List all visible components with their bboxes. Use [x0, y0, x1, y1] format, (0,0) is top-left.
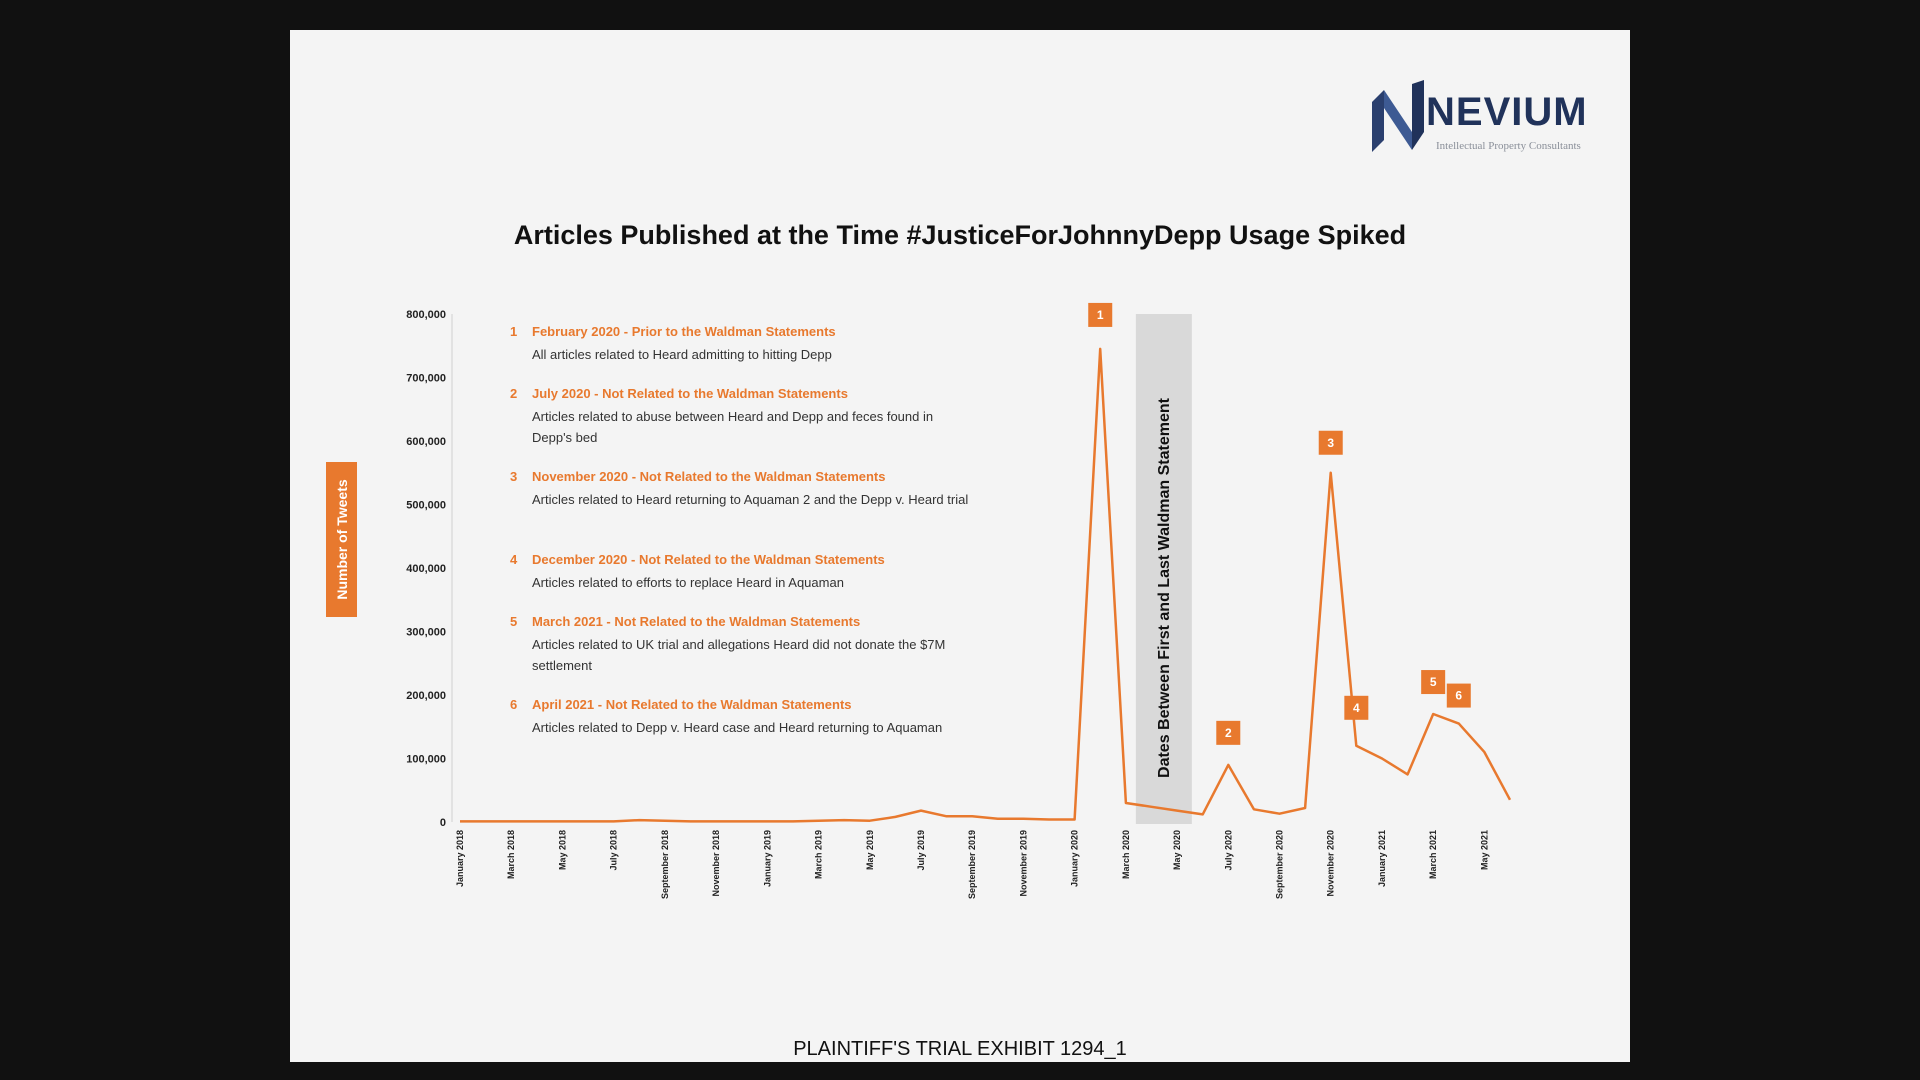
annotation-body: Articles related to Depp v. Heard case and Heard returning to Aquaman — [532, 720, 943, 735]
annotation-body: Articles related to efforts to replace Heard in Aquaman — [532, 575, 844, 590]
annotation-body: All articles related to Heard admitting to hitting Depp — [532, 347, 832, 362]
data-marker-label: 5 — [1429, 675, 1437, 690]
y-tick-label: 400,000 — [406, 563, 446, 575]
x-tick-label: September 2020 — [1274, 830, 1285, 900]
y-tick-label: 0 — [439, 817, 446, 829]
annotation-number: 2 — [510, 386, 518, 401]
x-tick-label: January 2018 — [455, 830, 465, 888]
annotation-body: Articles related to abuse between Heard and Depp and feces found in Depp's bed — [532, 409, 934, 445]
y-tick-label: 600,000 — [406, 436, 446, 448]
annotation-number: 3 — [510, 469, 518, 484]
data-marker-label: 3 — [1327, 435, 1335, 450]
y-tick-label: 700,000 — [406, 372, 446, 385]
annotation-heading: November 2020 - Not Related to the Waldman Statements — [532, 469, 886, 484]
annotation-item — [510, 324, 990, 366]
x-tick-label: May 2020 — [1172, 830, 1183, 871]
x-tick-label: March 2018 — [506, 830, 517, 880]
annotation-heading: December 2020 - Not Related to the Waldman Statements — [532, 552, 885, 567]
annotation-number: 6 — [510, 697, 518, 712]
line-chart — [290, 30, 1630, 1062]
logo-tagline: Intellectual Property Consultants — [1436, 140, 1581, 152]
data-marker-label: 2 — [1224, 725, 1232, 740]
x-tick-label: January 2019 — [762, 830, 773, 888]
x-tick-label: March 2020 — [1120, 830, 1131, 880]
annotation-heading: February 2020 - Prior to the Waldman Statements — [532, 324, 836, 339]
x-tick-label: May 2019 — [864, 830, 875, 871]
x-tick-label: May 2021 — [1479, 830, 1490, 871]
y-tick-label: 200,000 — [406, 690, 446, 702]
exhibit-label: PLAINTIFF'S TRIAL EXHIBIT 1294_1 — [793, 1038, 1127, 1060]
annotation-heading: March 2021 - Not Related to the Waldman Statements — [532, 614, 861, 629]
annotation-item — [510, 552, 990, 594]
annotation-number: 5 — [510, 614, 518, 629]
annotation-heading: July 2020 - Not Related to the Waldman Statements — [532, 386, 848, 401]
x-tick-label: September 2019 — [967, 830, 978, 900]
data-marker-label: 4 — [1352, 700, 1360, 715]
y-tick-label: 300,000 — [406, 626, 446, 639]
x-tick-label: July 2018 — [608, 830, 619, 871]
x-tick-label: November 2020 — [1325, 830, 1336, 897]
chart-title: Articles Published at the Time #JusticeForJohnnyDepp Usage Spiked — [513, 220, 1407, 250]
annotation-heading: April 2021 - Not Related to the Waldman Statements — [532, 697, 852, 712]
data-marker-label: 1 — [1096, 307, 1104, 322]
annotation-item — [510, 386, 990, 448]
y-tick-label: 800,000 — [406, 309, 446, 321]
annotation-item — [510, 614, 990, 676]
annotation-item — [510, 469, 990, 531]
x-tick-label: November 2018 — [711, 830, 722, 897]
logo-name: NEVIUM — [1426, 90, 1588, 134]
x-tick-label: January 2021 — [1376, 830, 1387, 888]
y-tick-label: 100,000 — [406, 753, 446, 766]
y-axis-label: Number of Tweets — [333, 479, 350, 600]
annotation-body: Articles related to Heard returning to Aquaman 2 and the Depp v. Heard trial — [532, 492, 969, 507]
x-tick-label: March 2021 — [1428, 830, 1439, 880]
annotation-number: 1 — [510, 324, 518, 339]
annotation-number: 4 — [510, 552, 518, 567]
annotation-body: Articles related to UK trial and allegations Heard did not donate the $7M settlement — [532, 637, 946, 673]
y-tick-label: 500,000 — [406, 499, 446, 512]
x-tick-label: January 2020 — [1069, 830, 1080, 888]
x-tick-label: November 2019 — [1018, 830, 1029, 897]
highlight-band-layer — [1136, 314, 1192, 824]
highlight-band-label: Dates Between First and Last Waldman Statement — [1155, 398, 1173, 778]
data-marker-label: 6 — [1455, 688, 1463, 703]
x-tick-label: September 2018 — [659, 830, 670, 900]
x-tick-label: July 2019 — [915, 830, 926, 871]
annotation-item — [510, 697, 990, 759]
x-tick-label: July 2020 — [1223, 830, 1234, 871]
x-tick-label: March 2019 — [813, 830, 824, 880]
exhibit-slide — [290, 30, 1630, 1062]
x-tick-label: May 2018 — [557, 830, 568, 871]
